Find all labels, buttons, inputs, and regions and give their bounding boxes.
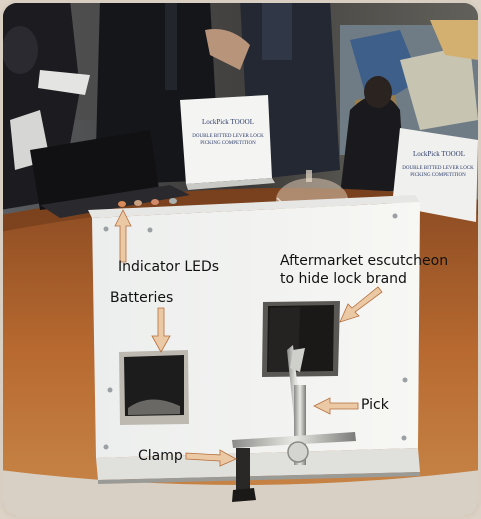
card-right-subtitle: PICKING COMPETITION [410, 173, 466, 178]
label-escutcheon-line1: Aftermarket escutcheon [280, 253, 449, 269]
card-left-logos: LockPick TOOOL [201, 118, 255, 126]
label-escutcheon-line2: to hide lock brand [280, 271, 407, 287]
card-right-logos: LockPick TOOOL [412, 150, 466, 158]
indicator-led [169, 198, 177, 204]
card-left-title: DOUBLE BITTED LEVER LOCK [192, 134, 264, 139]
label-indicator-leds: Indicator LEDs [118, 259, 220, 275]
battery-compartment [119, 350, 189, 425]
card-right-title: DOUBLE BITTED LEVER LOCK [402, 166, 474, 171]
indicator-led [134, 200, 142, 206]
indicator-led [151, 199, 159, 205]
card-left-subtitle: PICKING COMPETITION [200, 141, 256, 146]
indicator-led [118, 201, 126, 207]
label-batteries: Batteries [110, 290, 174, 306]
label-pick: Pick [361, 397, 389, 413]
label-clamp: Clamp [138, 448, 183, 464]
